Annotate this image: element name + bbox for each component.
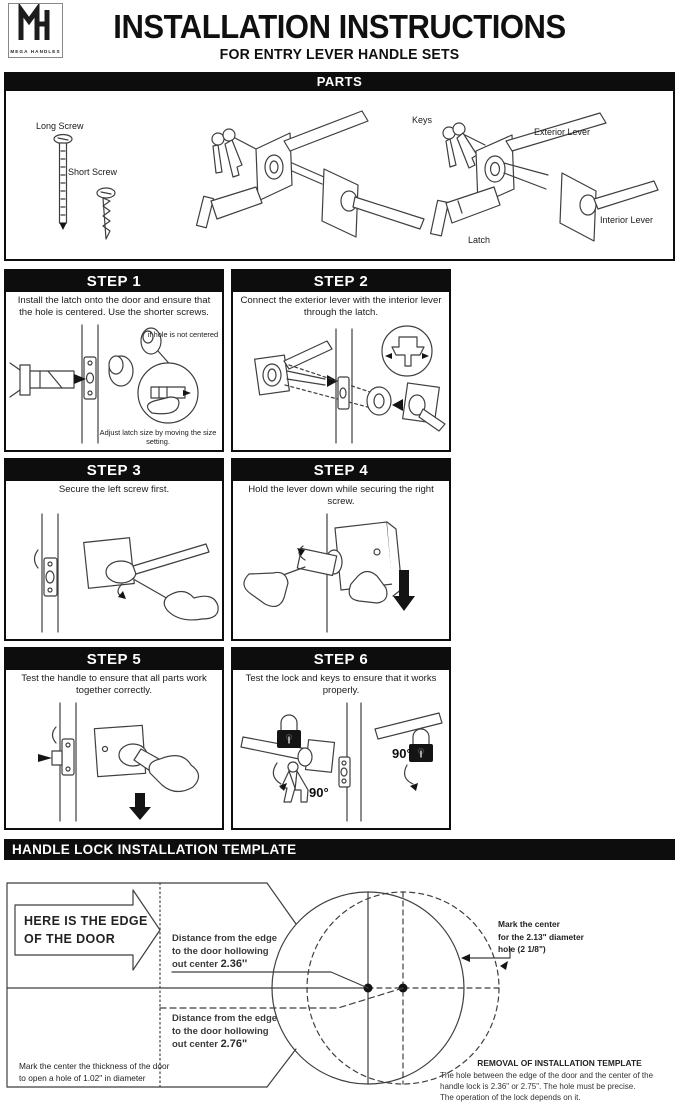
removal-title: REMOVAL OF INSTALLATION TEMPLATE bbox=[477, 1058, 642, 1068]
label-short-screw: Short Screw bbox=[68, 167, 118, 177]
brand-name: MEGA HANDLES bbox=[10, 49, 61, 54]
step-4-illustration bbox=[235, 512, 447, 634]
step-2-illustration bbox=[235, 323, 447, 445]
step-1-illustration bbox=[8, 323, 220, 445]
step-5-illustration bbox=[8, 701, 220, 823]
door-edge-label: HERE IS THE EDGE OF THE DOOR bbox=[24, 914, 148, 946]
template-diagram bbox=[0, 860, 679, 1102]
step-1-title: STEP 1 bbox=[6, 271, 222, 292]
step-4-text: Hold the lever down while securing the right screw. bbox=[248, 484, 434, 507]
label-exterior-lever: Exterior Lever bbox=[534, 127, 591, 137]
step-6-title: STEP 6 bbox=[233, 649, 449, 670]
step-6-angle-right: 90° bbox=[392, 746, 412, 761]
step-5-title: STEP 5 bbox=[6, 649, 222, 670]
page-title: INSTALLATION INSTRUCTIONS bbox=[113, 8, 566, 45]
steps-grid bbox=[4, 269, 675, 830]
label-keys: Keys bbox=[412, 115, 433, 125]
step-3-illustration bbox=[8, 512, 220, 634]
step-1-box bbox=[4, 269, 224, 452]
mark-thickness-label: Mark the center the thickness of the door to open a hole of 1.02" in diameter bbox=[19, 1061, 170, 1083]
template-header-bar: HANDLE LOCK INSTALLATION TEMPLATE bbox=[4, 839, 675, 860]
step-2-title: STEP 2 bbox=[233, 271, 449, 292]
step-5-box bbox=[4, 647, 224, 830]
distance-236-value: 2.36'' bbox=[220, 958, 248, 970]
step-6-illustration bbox=[235, 701, 447, 823]
step-3-title: STEP 3 bbox=[6, 460, 222, 481]
mark-diameter-label: Mark the center for the 2.13" diameter hole (2 1/8") bbox=[498, 919, 584, 954]
label-interior-lever: Interior Lever bbox=[600, 215, 654, 225]
step-6-text: Test the lock and keys to ensure that it works properly. bbox=[245, 673, 437, 696]
distance-236-label: Distance from the edge to the door hollowing out center 2.36'' bbox=[172, 933, 278, 970]
step-1-text: Install the latch onto the door and ensure that the hole is centered. Use the shorter screws. bbox=[17, 295, 211, 318]
step-4-title: STEP 4 bbox=[233, 460, 449, 481]
step-4-box bbox=[231, 458, 451, 641]
distance-276-label: Distance from the edge to the door hollowing out center 2.76" bbox=[172, 1013, 278, 1050]
parts-section bbox=[0, 72, 679, 261]
header bbox=[0, 0, 679, 68]
step-1-note-bottom: Adjust latch size by moving the size setting. bbox=[99, 428, 217, 446]
label-long-screw: Long Screw bbox=[36, 121, 84, 131]
step-6-box bbox=[231, 647, 451, 830]
step-5-text: Test the handle to ensure that all parts work together correctly. bbox=[21, 673, 207, 696]
parts-diagram bbox=[4, 91, 675, 261]
page-subtitle: FOR ENTRY LEVER HANDLE SETS bbox=[219, 47, 460, 63]
removal-note: REMOVAL OF INSTALLATION TEMPLATE The hole between the edge of the door and the center of the handle lock is 2.36" or 2.75". The hole must be precise. The operation of the lock depends on it. bbox=[440, 1058, 679, 1103]
step-2-box bbox=[231, 269, 451, 452]
distance-276-value: 2.76" bbox=[220, 1038, 248, 1050]
step-1-note-top: if hole is not centered bbox=[147, 330, 219, 339]
step-6-angle-left: 90° bbox=[309, 785, 329, 800]
parts-header-bar: PARTS bbox=[4, 72, 675, 91]
label-latch: Latch bbox=[468, 235, 491, 245]
step-2-text: Connect the exterior lever with the interior lever through the latch. bbox=[240, 295, 442, 318]
step-3-box bbox=[4, 458, 224, 641]
step-3-text: Secure the left screw first. bbox=[58, 484, 170, 495]
